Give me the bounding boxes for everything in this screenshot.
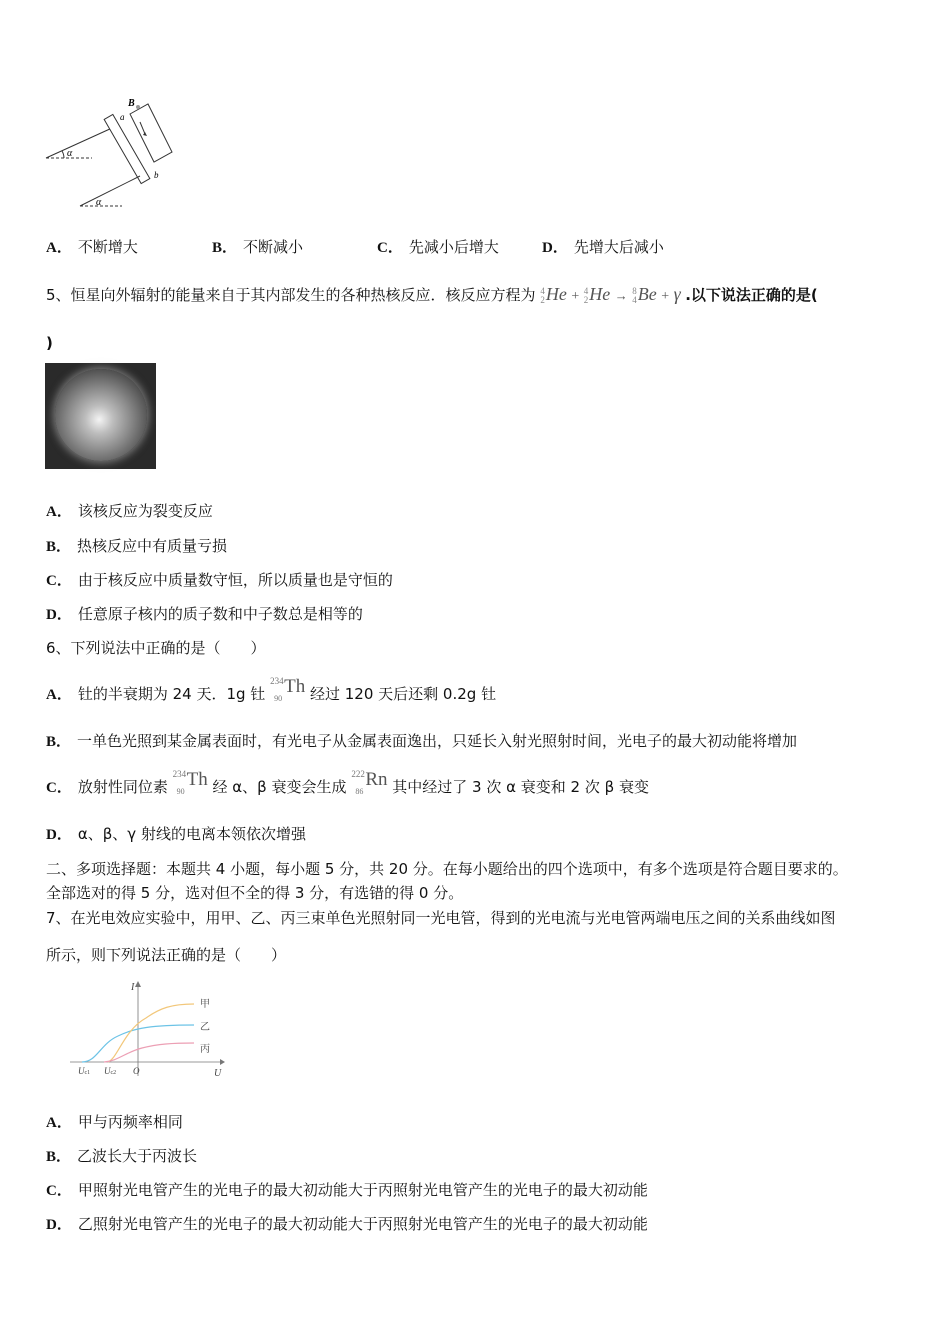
q7-option-b (46, 1145, 197, 1166)
svg-text:α: α (67, 148, 73, 159)
svg-text:I: I (131, 982, 135, 993)
q6-option-b (46, 730, 797, 751)
option-text: 甲照射光电管产生的光电子的最大初动能大于丙照射光电管产生的光电子的最大初动能 (77, 1181, 648, 1199)
option-text: 不断减小 (243, 238, 304, 256)
option-text: 放射性同位素 (77, 778, 168, 796)
section2-heading: 二、多项选择题：本题共 4 小题，每小题 5 分，共 20 分。在每小题给出的四个选项中，有多个选项是符合题目要求的。 (46, 860, 848, 878)
option-label: B． (46, 539, 72, 555)
option-text: 由于核反应中质量数守恒，所以质量也是守恒的 (77, 571, 393, 589)
q5-option-d (46, 603, 363, 624)
q7-stem-line1: 7、在光电效应实验中，用甲、乙、丙三束单色光照射同一光电管，得到的光电流与光电管两端电压之间的关系曲线如图 (46, 909, 836, 927)
svg-text:Uc1: Uc1 (78, 1066, 91, 1076)
svg-text:丙: 丙 (200, 1044, 210, 1055)
option-text: 经 α、β 衰变会生成 (212, 778, 347, 796)
option-label: C． (377, 240, 403, 256)
q5-stem-text: 5、恒星向外辐射的能量来自于其内部发生的各种热核反应．核反应方程为 (46, 286, 536, 304)
svg-text:α: α (96, 197, 102, 208)
q4-option-d (542, 236, 664, 257)
option-label: A． (46, 1115, 72, 1131)
nuclear-equation: 4 2He + 4 2He → 8 4Be + γ (540, 284, 681, 305)
option-label: A． (46, 504, 72, 520)
option-text: α、β、γ 射线的电离本领依次增强 (77, 825, 306, 843)
option-text: 不断增大 (77, 238, 138, 256)
q7-option-d (46, 1213, 648, 1234)
q5-stem-end: .以下说法正确的是( (685, 286, 818, 304)
q5-option-a (46, 500, 213, 521)
svg-text:乙: 乙 (200, 1022, 210, 1033)
option-label: A． (46, 687, 72, 703)
option-label: D． (46, 827, 72, 843)
q6-option-d (46, 823, 306, 844)
svg-text:a: a (120, 112, 125, 122)
thorium-nuclide: 234 90 Th (172, 768, 208, 796)
thorium-nuclide: 234 90 Th (270, 675, 306, 703)
option-label: B． (46, 734, 72, 750)
option-text: 其中经过了 3 次 α 衰变和 2 次 β 衰变 (392, 778, 649, 796)
radon-nuclide: 222 86 Rn (351, 768, 388, 796)
option-text: 热核反应中有质量亏损 (77, 537, 228, 555)
option-text: 乙照射光电管产生的光电子的最大初动能大于丙照射光电管产生的光电子的最大初动能 (77, 1215, 648, 1233)
q4-option-c (377, 236, 499, 257)
option-label: D． (46, 607, 72, 623)
option-text: 先减小后增大 (408, 238, 499, 256)
q7-option-c (46, 1179, 648, 1200)
option-text: 一单色光照到某金属表面时，有光电子从金属表面逸出，只延长入射光照射时间，光电子的最大初动能将增加 (77, 732, 798, 750)
option-text: 乙波长大于丙波长 (77, 1147, 198, 1165)
svg-text:b: b (154, 170, 159, 180)
svg-text:Uc2: Uc2 (104, 1066, 117, 1076)
option-text: 该核反应为裂变反应 (77, 502, 213, 520)
q4-option-b (212, 236, 303, 257)
option-label: A． (46, 240, 72, 256)
svg-text:O: O (133, 1066, 140, 1076)
q5-option-b (46, 535, 227, 556)
q6-stem: 6、下列说法中正确的是（ ） (46, 639, 266, 657)
option-text: 任意原子核内的质子数和中子数总是相等的 (77, 605, 363, 623)
option-label: B． (46, 1149, 72, 1165)
q5-close-paren: ) (46, 334, 53, 352)
option-label: C． (46, 1183, 72, 1199)
option-label: B． (212, 240, 238, 256)
section2-scoring: 全部选对的得 5 分，选对但不全的得 3 分，有选错的得 0 分。 (46, 884, 464, 902)
option-text: 先增大后减小 (573, 238, 664, 256)
q7-option-a (46, 1111, 183, 1132)
option-label: C． (46, 573, 72, 589)
q5-stem (46, 284, 818, 305)
option-label: C． (46, 780, 72, 796)
svg-text:甲: 甲 (200, 999, 210, 1010)
svg-text:B: B (128, 98, 135, 109)
q7-stem-line2: 所示，则下列说法正确的是（ ） (46, 946, 287, 964)
option-text: 钍的半衰期为 24 天．1g 钍 (77, 685, 266, 703)
svg-text:U: U (214, 1068, 222, 1079)
option-text: 甲与丙频率相同 (77, 1113, 183, 1131)
q6-option-c (46, 768, 649, 799)
q4-option-a (46, 236, 138, 257)
option-text: 经过 120 天后还剩 0.2g 钍 (309, 685, 497, 703)
q5-option-c (46, 569, 393, 590)
option-label: D． (542, 240, 568, 256)
q6-option-a (46, 675, 497, 706)
option-label: D． (46, 1217, 72, 1233)
photoelectric-iv-chart (62, 978, 228, 1082)
star-surface-image (45, 363, 156, 469)
q4-figure (42, 92, 182, 208)
